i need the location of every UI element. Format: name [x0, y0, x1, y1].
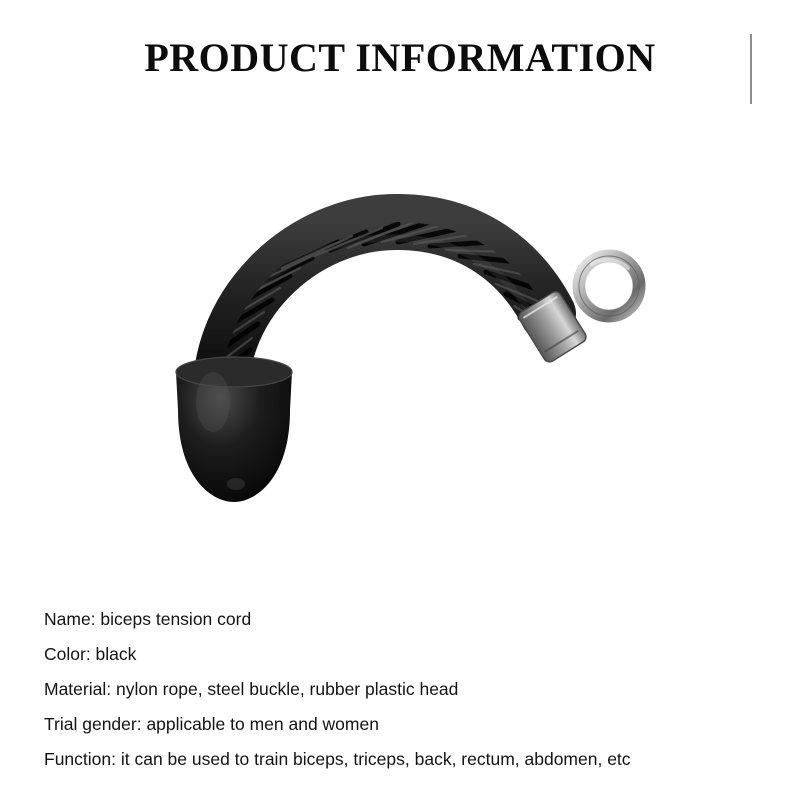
product-image: [0, 110, 800, 580]
product-spec-list: [44, 602, 784, 777]
spec-item-material: Material: nylon rope, steel buckle, rubber plastic head: [44, 679, 459, 699]
page-header: [0, 0, 800, 110]
rubber-plastic-head: [176, 357, 292, 502]
spec-item-function: Function: it can be used to train biceps, triceps, back, rectum, abdomen, etc: [44, 749, 631, 769]
spec-item-color: Color: black: [44, 644, 137, 664]
spec-item-gender: Trial gender: applicable to men and women: [44, 714, 379, 734]
steel-o-ring: [579, 256, 639, 316]
page-title: PRODUCT INFORMATION: [144, 35, 656, 80]
header-divider: [750, 34, 752, 104]
spec-item-name: Name: biceps tension cord: [44, 609, 252, 629]
